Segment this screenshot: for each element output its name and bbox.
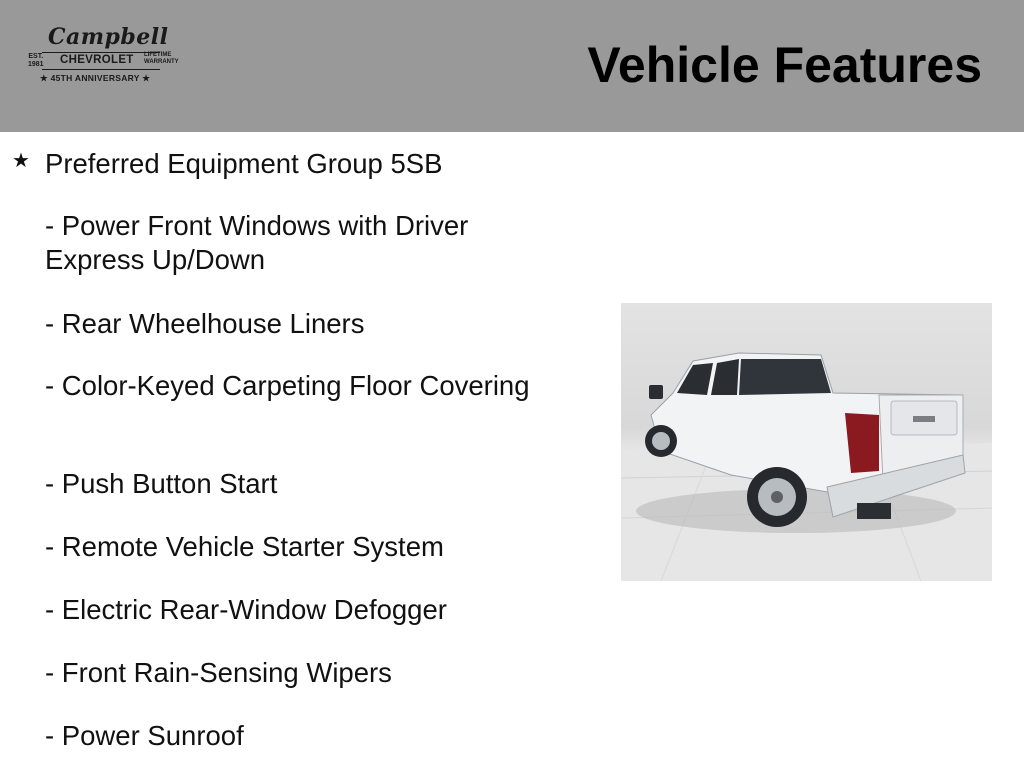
logo-script: Campbell xyxy=(48,24,169,50)
logo-warranty-line2: WARRANTY xyxy=(144,59,179,65)
vehicle-photo xyxy=(621,303,992,581)
header-banner xyxy=(0,0,1024,132)
feature-item: - Remote Vehicle Starter System xyxy=(45,531,444,562)
logo-warranty-line1: LIFETIME xyxy=(144,52,172,58)
logo-brand: CHEVROLET xyxy=(60,54,134,66)
feature-item: - Electric Rear-Window Defogger xyxy=(45,594,447,625)
feature-item: - Rear Wheelhouse Liners xyxy=(45,308,365,339)
feature-item: - Power Front Windows with Driver Express Up/Down xyxy=(45,210,469,275)
logo-est-year: 1981 xyxy=(28,61,44,68)
logo-rule-bottom xyxy=(42,69,160,70)
logo-est-label: EST. xyxy=(28,53,44,60)
page-title: Vehicle Features xyxy=(587,37,982,93)
logo-est xyxy=(28,53,44,69)
feature-group-heading: Preferred Equipment Group 5SB xyxy=(45,148,443,179)
logo-warranty xyxy=(144,52,179,66)
dealer-logo xyxy=(26,24,179,90)
logo-anniversary: ★ 45TH ANNIVERSARY ★ xyxy=(40,73,151,83)
feature-item: - Push Button Start xyxy=(45,468,278,499)
star-icon: ★ xyxy=(12,148,30,172)
feature-item: - Color-Keyed Carpeting Floor Covering xyxy=(45,370,530,401)
feature-item: - Front Rain-Sensing Wipers xyxy=(45,657,392,688)
logo-rule-top xyxy=(42,52,160,53)
truck-illustration xyxy=(621,303,992,581)
feature-item: - Power Sunroof xyxy=(45,720,244,751)
